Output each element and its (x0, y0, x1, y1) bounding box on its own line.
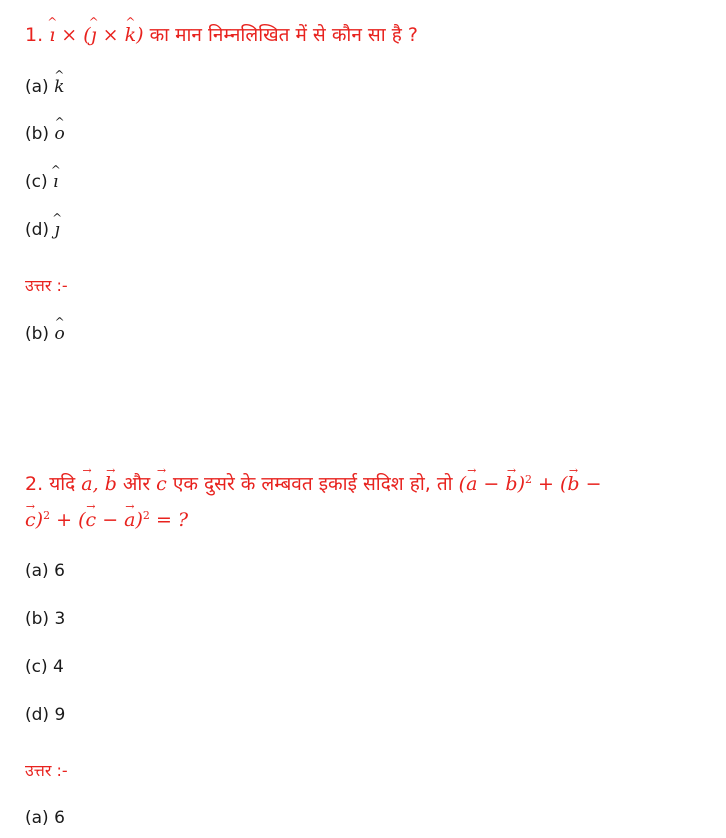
question-2-number: 2. (25, 473, 44, 495)
question-2-option-a: (a) 6 (25, 561, 65, 581)
question-2-line-1 (25, 470, 602, 496)
question-1-option-a: (a) ^ k (25, 77, 64, 97)
question-2-answer: (a) 6 (25, 808, 65, 828)
answer-value: ^ o (54, 324, 64, 344)
question-2-option-d: (d) 9 (25, 705, 66, 725)
option-c-value: ^ ı (53, 172, 58, 192)
question-2-connector: और (122, 473, 151, 495)
option-a-value: ^ k (54, 77, 64, 97)
question-1-number: 1. (25, 24, 44, 46)
question-2-vector-c: → c (156, 473, 167, 495)
question-1-option-c: (c) ^ ı (25, 172, 58, 192)
question-2-expression-line-1: (→ a − → b)$^2$ + (→ b − (459, 473, 602, 495)
option-d-value: ^ ȷ (54, 220, 59, 240)
question-2-option-b: (b) 3 (25, 609, 66, 629)
question-1-option-b: (b) ^ o (25, 124, 65, 144)
question-2-option-c: (c) 4 (25, 657, 64, 677)
option-b-value: ^ o (54, 124, 64, 144)
question-1-text: का मान निम्नलिखित में से कौन सा है ? (149, 24, 418, 46)
question-1-answer-label: उत्तर :- (25, 276, 68, 295)
question-1-expression: ^ ı × (^ ȷ × ^ k) (49, 24, 149, 46)
question-2-prefix: यदि (49, 473, 76, 495)
question-2-line-2 (25, 509, 188, 531)
question-1-answer: (b) ^ o (25, 324, 65, 344)
question-1 (25, 21, 418, 47)
question-1-option-d: (d) ^ ȷ (25, 220, 60, 240)
question-2-answer-label: उत्तर :- (25, 761, 68, 780)
question-2-vectors: → a, → b (81, 473, 117, 495)
question-2-expression-line-2: → c)$^2$ + (→ c − → a)$^2$ = ? (25, 509, 188, 531)
question-2-text: एक दुसरे के लम्बवत इकाई सदिश हो, तो (172, 473, 453, 495)
